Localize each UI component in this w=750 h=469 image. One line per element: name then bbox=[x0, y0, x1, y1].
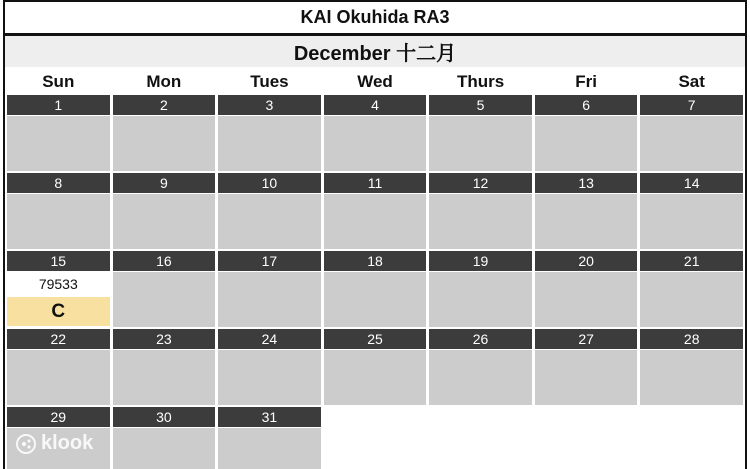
day-body bbox=[324, 194, 427, 249]
day-body bbox=[640, 116, 743, 171]
day-body bbox=[7, 350, 110, 405]
calendar-day-cell[interactable] bbox=[640, 329, 743, 407]
day-body bbox=[113, 116, 216, 171]
day-number: 24 bbox=[218, 329, 321, 350]
day-body bbox=[429, 350, 532, 405]
day-number: 15 bbox=[7, 251, 110, 272]
day-body bbox=[7, 272, 110, 327]
page-title: KAI Okuhida RA3 bbox=[5, 2, 745, 36]
day-body bbox=[429, 272, 532, 327]
day-body bbox=[7, 194, 110, 249]
day-body bbox=[113, 428, 216, 469]
day-body bbox=[113, 272, 216, 327]
day-number: 22 bbox=[7, 329, 110, 350]
day-number: 14 bbox=[640, 173, 743, 194]
calendar-frame bbox=[3, 0, 747, 469]
calendar-day-cell[interactable] bbox=[535, 251, 638, 329]
watermark-text: klook bbox=[41, 432, 94, 454]
calendar-day-cell[interactable] bbox=[113, 95, 216, 173]
day-number: 3 bbox=[218, 95, 321, 116]
calendar-week-row bbox=[5, 329, 745, 407]
calendar-empty-cell bbox=[324, 407, 427, 469]
day-number: 6 bbox=[535, 95, 638, 116]
klook-watermark bbox=[16, 432, 93, 455]
day-number: 13 bbox=[535, 173, 638, 194]
calendar-day-cell[interactable] bbox=[113, 251, 216, 329]
calendar-day-cell[interactable] bbox=[640, 251, 743, 329]
day-number: 7 bbox=[640, 95, 743, 116]
weekday-sat: Sat bbox=[640, 69, 743, 95]
day-body bbox=[640, 350, 743, 405]
calendar-day-cell[interactable] bbox=[324, 251, 427, 329]
calendar-day-cell[interactable] bbox=[113, 173, 216, 251]
calendar-day-cell[interactable] bbox=[535, 173, 638, 251]
day-number: 30 bbox=[113, 407, 216, 428]
weekday-header-row bbox=[5, 69, 745, 95]
day-number: 8 bbox=[7, 173, 110, 194]
calendar-week-row bbox=[5, 95, 745, 173]
day-price: 79533 bbox=[7, 272, 110, 295]
calendar-day-cell[interactable] bbox=[7, 173, 110, 251]
calendar-day-cell[interactable] bbox=[324, 173, 427, 251]
day-number: 23 bbox=[113, 329, 216, 350]
day-number: 11 bbox=[324, 173, 427, 194]
day-body bbox=[640, 272, 743, 327]
day-number: 17 bbox=[218, 251, 321, 272]
day-number: 12 bbox=[429, 173, 532, 194]
day-number: 31 bbox=[218, 407, 321, 428]
day-number: 21 bbox=[640, 251, 743, 272]
day-body bbox=[113, 350, 216, 405]
calendar-day-cell[interactable] bbox=[429, 95, 532, 173]
day-body bbox=[218, 350, 321, 405]
day-number: 1 bbox=[7, 95, 110, 116]
day-number: 29 bbox=[7, 407, 110, 428]
calendar-day-cell[interactable] bbox=[324, 329, 427, 407]
day-number: 27 bbox=[535, 329, 638, 350]
month-label: December 十二月 bbox=[5, 36, 745, 69]
calendar-week-row bbox=[5, 251, 745, 329]
calendar-week-row bbox=[5, 173, 745, 251]
day-body bbox=[324, 350, 427, 405]
weekday-fri: Fri bbox=[535, 69, 638, 95]
weekday-tue: Tues bbox=[218, 69, 321, 95]
weekday-wed: Wed bbox=[324, 69, 427, 95]
day-body bbox=[429, 116, 532, 171]
calendar-day-cell[interactable] bbox=[218, 407, 321, 469]
calendar-week-row bbox=[5, 407, 745, 469]
day-body bbox=[535, 116, 638, 171]
calendar-day-cell[interactable] bbox=[7, 251, 110, 329]
availability-tag: C bbox=[7, 297, 110, 326]
day-body bbox=[429, 194, 532, 249]
calendar-day-cell[interactable] bbox=[429, 329, 532, 407]
day-number: 20 bbox=[535, 251, 638, 272]
calendar-day-cell[interactable] bbox=[429, 173, 532, 251]
day-body bbox=[640, 194, 743, 249]
day-body bbox=[218, 428, 321, 469]
day-number: 16 bbox=[113, 251, 216, 272]
calendar-day-cell[interactable] bbox=[218, 329, 321, 407]
day-number: 19 bbox=[429, 251, 532, 272]
calendar-day-cell[interactable] bbox=[218, 95, 321, 173]
day-body bbox=[535, 350, 638, 405]
day-number: 28 bbox=[640, 329, 743, 350]
calendar-day-cell[interactable] bbox=[7, 329, 110, 407]
calendar-day-cell[interactable] bbox=[535, 95, 638, 173]
day-body bbox=[113, 194, 216, 249]
day-number: 9 bbox=[113, 173, 216, 194]
day-number: 4 bbox=[324, 95, 427, 116]
calendar-day-cell[interactable] bbox=[535, 329, 638, 407]
weekday-sun: Sun bbox=[7, 69, 110, 95]
calendar-day-cell[interactable] bbox=[324, 95, 427, 173]
day-number: 18 bbox=[324, 251, 427, 272]
calendar-day-cell[interactable] bbox=[113, 329, 216, 407]
calendar-day-cell[interactable] bbox=[218, 173, 321, 251]
calendar-day-cell[interactable] bbox=[113, 407, 216, 469]
day-body bbox=[218, 272, 321, 327]
calendar-empty-cell bbox=[535, 407, 638, 469]
day-body bbox=[535, 194, 638, 249]
calendar-weeks bbox=[5, 95, 745, 469]
calendar-day-cell[interactable] bbox=[429, 251, 532, 329]
day-body bbox=[324, 116, 427, 171]
day-number: 26 bbox=[429, 329, 532, 350]
day-number: 5 bbox=[429, 95, 532, 116]
calendar-day-cell[interactable] bbox=[640, 95, 743, 173]
day-body bbox=[324, 272, 427, 327]
day-number: 2 bbox=[113, 95, 216, 116]
calendar-day-cell[interactable] bbox=[7, 95, 110, 173]
day-number: 25 bbox=[324, 329, 427, 350]
day-body bbox=[535, 272, 638, 327]
weekday-thu: Thurs bbox=[429, 69, 532, 95]
klook-logo-icon bbox=[16, 434, 36, 454]
calendar-empty-cell bbox=[429, 407, 532, 469]
day-body bbox=[7, 116, 110, 171]
calendar-empty-cell bbox=[640, 407, 743, 469]
day-body bbox=[218, 194, 321, 249]
calendar-day-cell[interactable] bbox=[640, 173, 743, 251]
calendar-day-cell[interactable] bbox=[218, 251, 321, 329]
day-body bbox=[218, 116, 321, 171]
weekday-mon: Mon bbox=[113, 69, 216, 95]
day-number: 10 bbox=[218, 173, 321, 194]
